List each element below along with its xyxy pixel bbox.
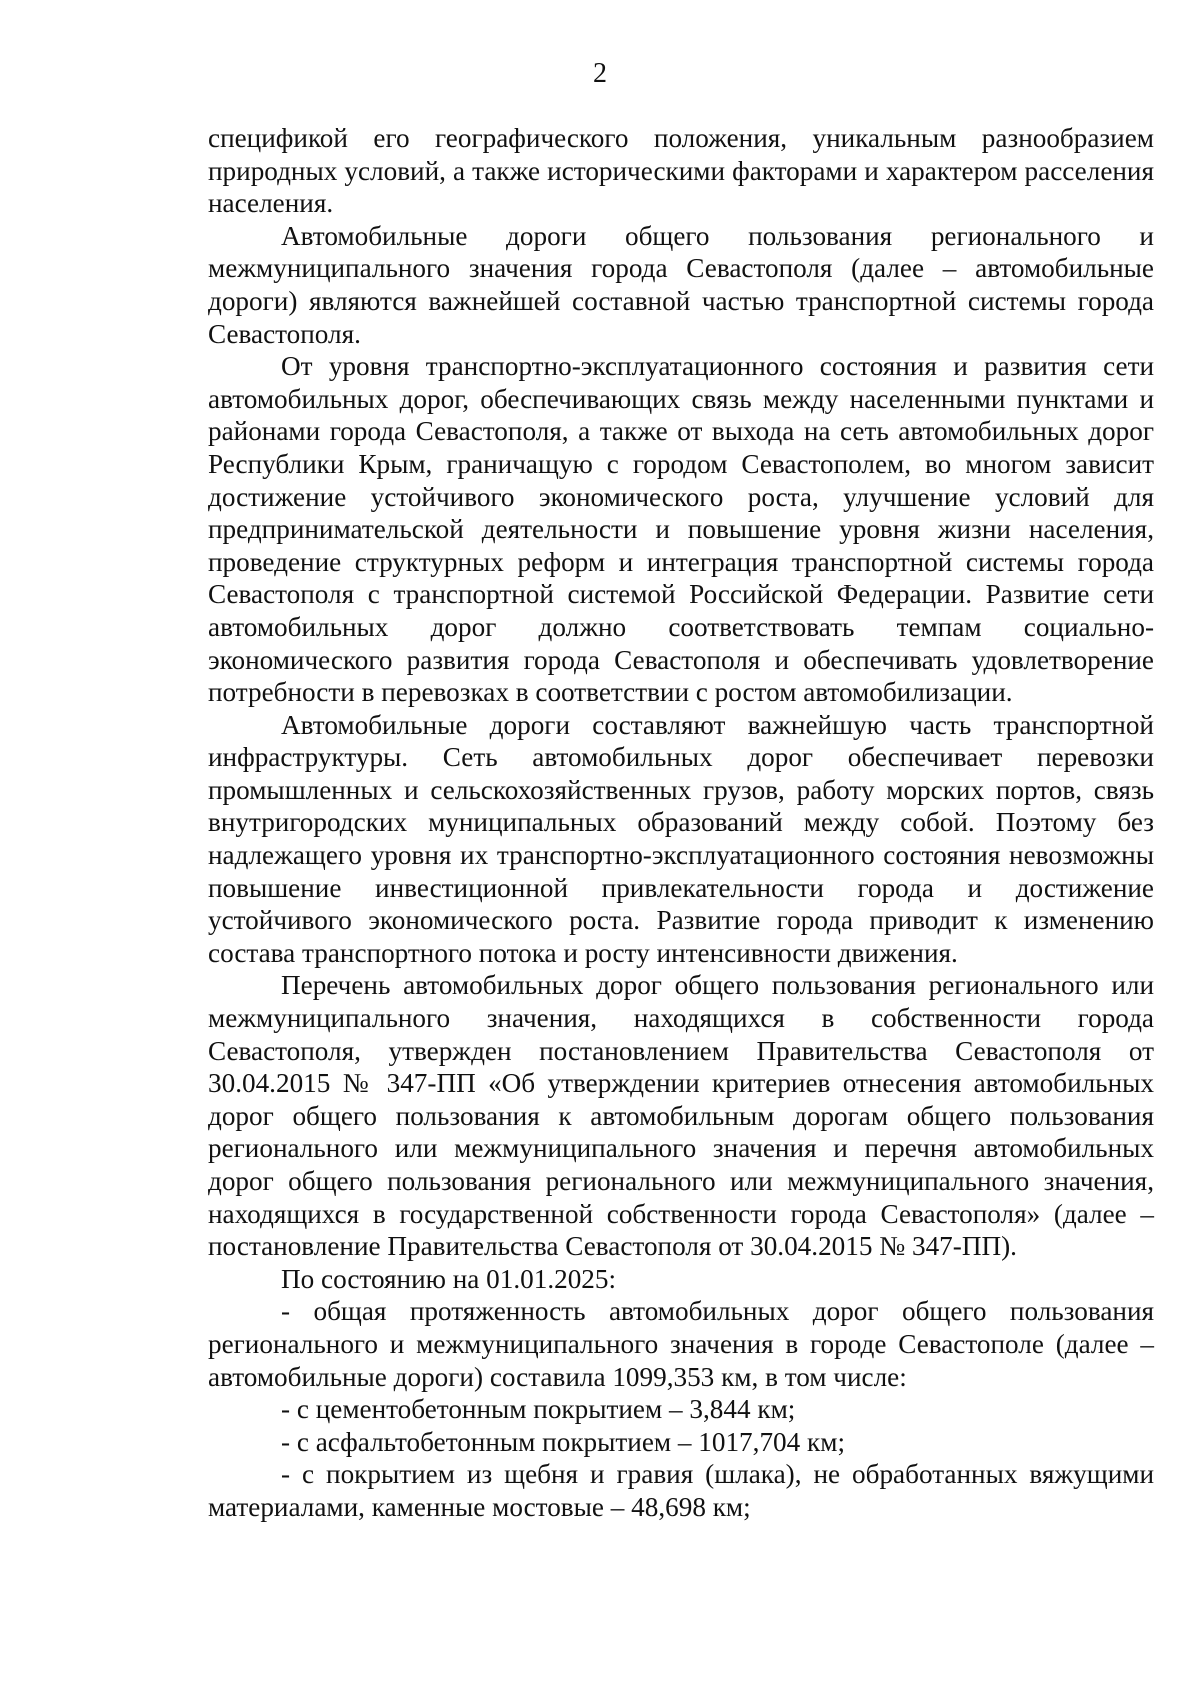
list-item-cement-concrete: - с цементобетонным покрытием – 3,844 км; <box>281 1394 796 1425</box>
paragraph-infrastructure: Автомобильные дороги составляют важнейшую часть транспортной инфраструктуры. Сеть автомобильных дорог обеспечивает перевозки промышленных и сельскохозяйственных грузов, работу морских портов, связь внутригородских муниципальных образований между собой. Поэтому без надлежащего уровня их транспортно-эксплуатационного состояния невозможны повышение инвестиционной привлекательности города и достижение устойчивого экономического роста. Развитие города приводит к изменению состава транспортного потока и росту интенсивности движения. <box>208 709 1154 968</box>
paragraph-network-state: От уровня транспортно-эксплуатационного состояния и развития сети автомобильных дорог, обеспечивающих связь между населенными пунктами и районами города Севастополя, а также от выхода на сеть автомобильных дорог Республики Крым, граничащую с городом Севастополем, во многом зависит достижение устойчивого экономического роста, улучшение условий для предпринимательской деятельности и повышение уровня жизни населения, проведение структурных реформ и интеграция транспортной системы города Севастополя с транспортной системой Российской Федерации. Развитие сети автомобильных дорог должно соответствовать темпам социально-экономического развития города Севастополя и обеспечивать удовлетворение потребности в перевозках в соответствии с ростом автомобилизации. <box>208 351 1154 708</box>
page-number: 2 <box>593 58 607 89</box>
list-item-gravel: - с покрытием из щебня и гравия (шлака), не обработанных вяжущими материалами, каменные мостовые – 48,698 км; <box>208 1459 1154 1522</box>
list-item-total-length: - общая протяженность автомобильных дорог общего пользования регионального и межмуниципального значения в городе Севастополе (далее – автомобильные дороги) составила 1099,353 км, в том числе: <box>208 1296 1154 1392</box>
list-item-asphalt-concrete: - с асфальтобетонным покрытием – 1017,704 км; <box>281 1426 845 1457</box>
paragraph-status-date: По состоянию на 01.01.2025: <box>281 1263 617 1294</box>
paragraph-roads-definition: Автомобильные дороги общего пользования регионального и межмуниципального значения города Севастополя (далее – автомобильные дороги) являются важнейшей составной частью транспортной системы города Севастополя. <box>208 220 1154 349</box>
paragraph-continuation: спецификой его географического положения, уникальным разнообразием природных условий, а также историческими факторами и характером расселения населения. <box>208 123 1154 219</box>
paragraph-roads-list: Перечень автомобильных дорог общего пользования регионального или межмуниципального значения, находящихся в собственности города Севастополя, утвержден постановлением Правительства Севастополя от 30.04.2015 № 347-ПП «Об утверждении критериев отнесения автомобильных дорог общего пользования к автомобильным дорогам общего пользования регионального или межмуниципального значения и перечня автомобильных дорог общего пользования регионального или межмуниципального значения, находящихся в государственной собственности города Севастополя» (далее – постановление Правительства Севастополя от 30.04.2015 № 347-ПП). <box>208 970 1154 1262</box>
document-body <box>208 122 1154 1524</box>
